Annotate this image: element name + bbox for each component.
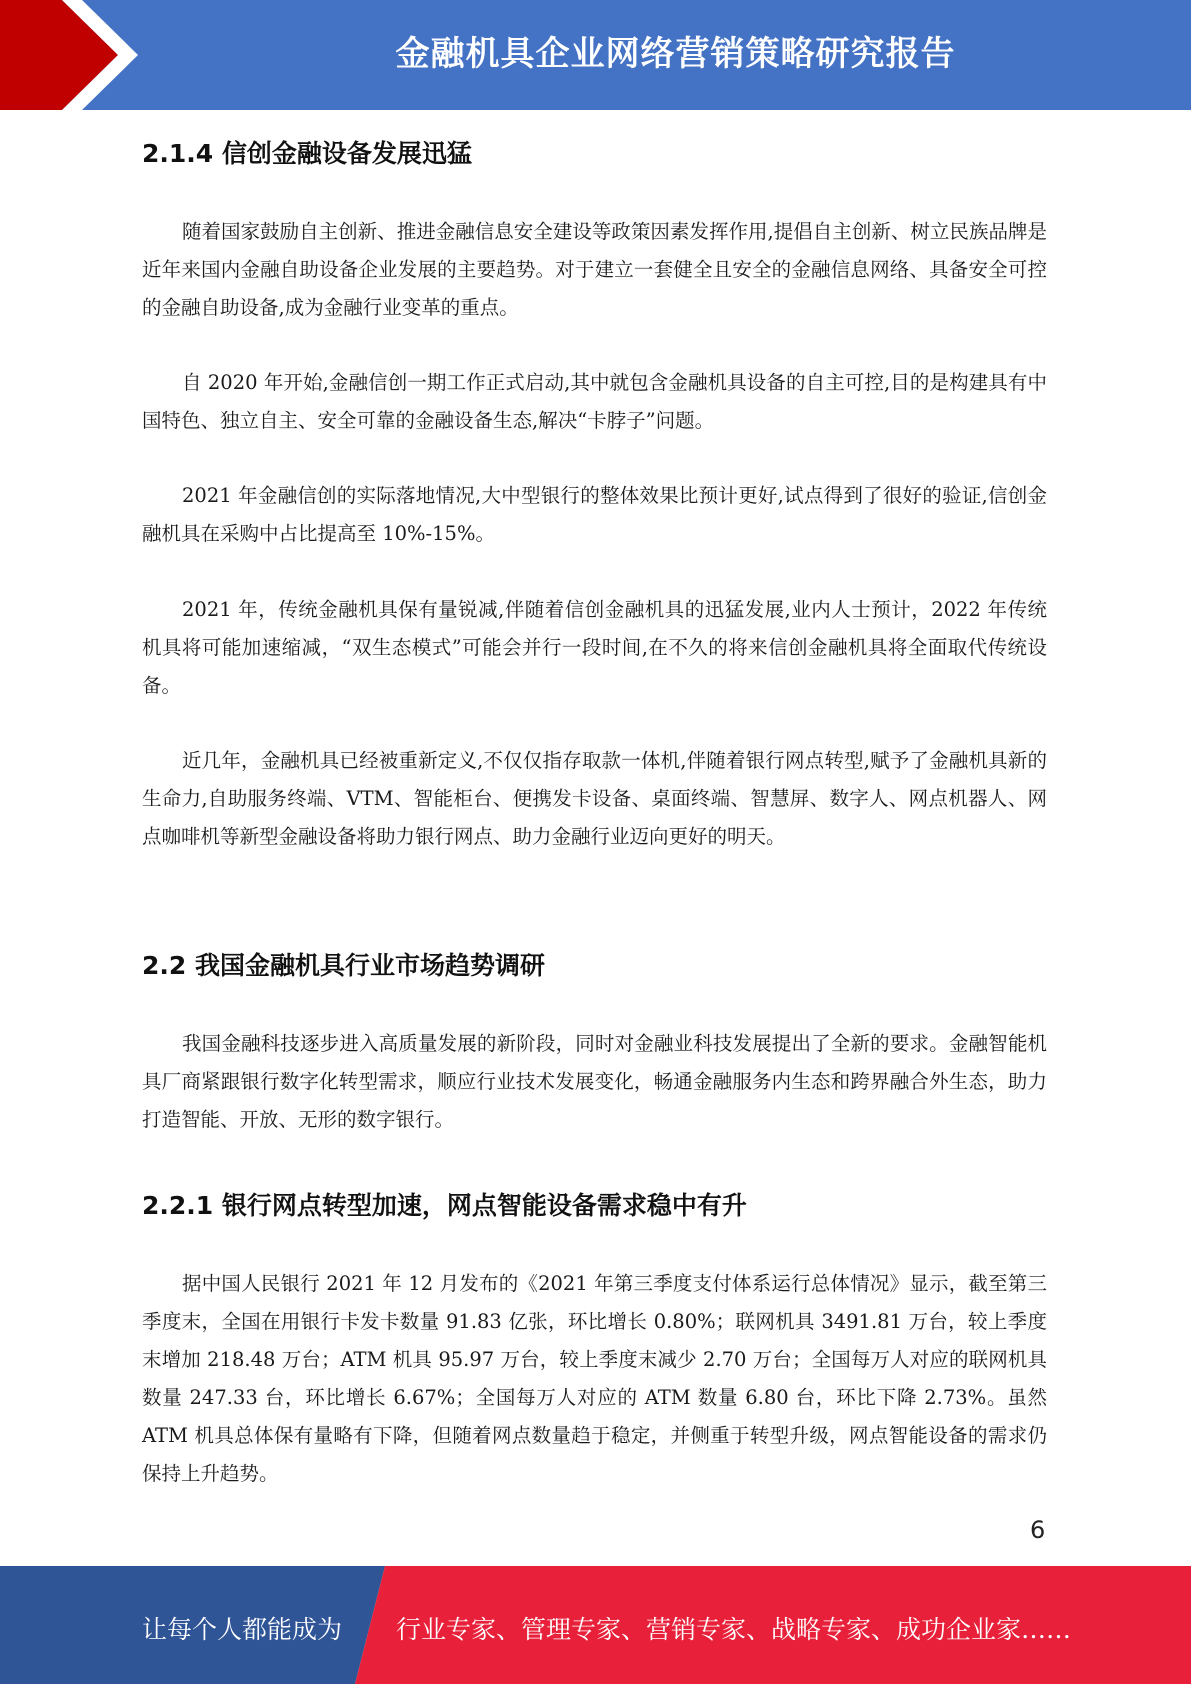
header-banner <box>0 0 1191 110</box>
paragraph: 近几年，金融机具已经被重新定义,不仅仅指存取款一体机,伴随着银行网点转型,赋予了金融机具新的生命力,自助服务终端、VTM、智能柜台、便携发卡设备、桌面终端、智慧屏、数字人、网点机器人、网点咖啡机等新型金融设备将助力银行网点、助力金融行业迈向更好的明天。 <box>142 749 1047 848</box>
paragraph: 2021 年，传统金融机具保有量锐减,伴随着信创金融机具的迅猛发展,业内人士预计，2022 年传统机具将可能加速缩减，“双生态模式”可能会并行一段时间,在不久的将来信创金融机具将全面取代传统设备。 <box>142 598 1047 697</box>
paragraph: 2021 年金融信创的实际落地情况,大中型银行的整体效果比预计更好,试点得到了很好的验证,信创金融机具在采购中占比提高至 10%-15%。 <box>142 484 1047 545</box>
paragraph: 我国金融科技逐步进入高质量发展的新阶段，同时对金融业科技发展提出了全新的要求。金融智能机具厂商紧跟银行数字化转型需求，顺应行业技术发展变化，畅通金融服务内生态和跨界融合外生态，助力打造智能、开放、无形的数字银行。 <box>142 1032 1047 1131</box>
paragraph: 随着国家鼓励自主创新、推进金融信息安全建设等政策因素发挥作用,提倡自主创新、树立民族品牌是近年来国内金融自助设备企业发展的主要趋势。对于建立一套健全且安全的金融信息网络、具备安全可控的金融自助设备,成为金融行业变革的重点。 <box>142 220 1047 319</box>
footer-slogan-left: 让每个人都能成为 <box>142 1615 343 1644</box>
paragraph: 自 2020 年开始,金融信创一期工作正式启动,其中就包含金融机具设备的自主可控,目的是构建具有中国特色、独立自主、安全可靠的金融设备生态,解决“卡脖子”问题。 <box>142 371 1047 432</box>
section-heading-2-2-1: 2.2.1 银行网点转型加速，网点智能设备需求稳中有升 <box>142 1191 747 1220</box>
footer-slogan-right: 行业专家、管理专家、营销专家、战略专家、成功企业家…… <box>396 1615 1072 1644</box>
section-heading-2-2: 2.2 我国金融机具行业市场趋势调研 <box>142 951 545 980</box>
section-heading-2-1-4: 2.1.4 信创金融设备发展迅猛 <box>142 139 472 168</box>
footer-banner <box>0 1566 1191 1684</box>
report-title: 金融机具企业网络营销策略研究报告 <box>395 34 956 74</box>
page-number: 6 <box>1030 1516 1046 1544</box>
paragraph: 据中国人民银行 2021 年 12 月发布的《2021 年第三季度支付体系运行总体情况》显示，截至第三季度末，全国在用银行卡发卡数量 91.83 亿张，环比增长 0.80%；联网机具 3491.81 万台，较上季度末增加 218.48 万台；ATM 机具 95.97 万台，较上季度末减少 2.70 万台；全国每万人对应的联网机具数量 247.33 台，环比增长 6.67%；全国每万人对应的 ATM 数量 6.80 台，环比下降 2.73%。虽然 ATM 机具总体保有量略有下降，但随着网点数量趋于稳定，并侧重于转型升级，网点智能设备的需求仍保持上升趋势。 <box>142 1272 1047 1485</box>
